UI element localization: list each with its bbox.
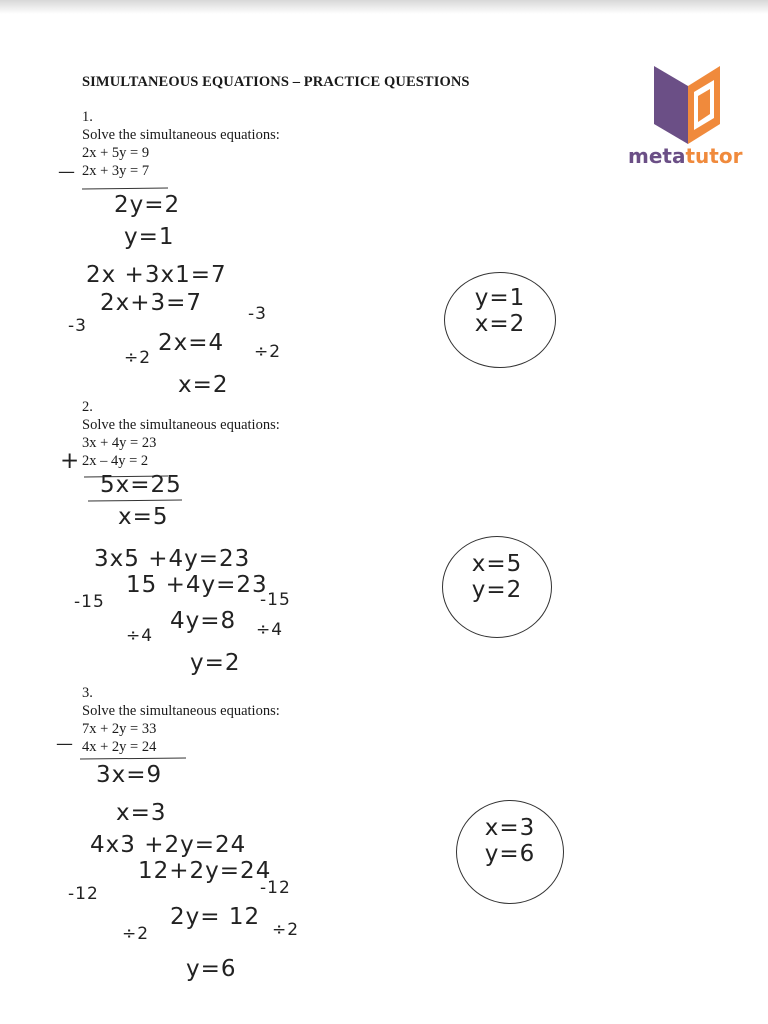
equation-1: 2x + 5y = 9 xyxy=(82,145,150,161)
working-line: x=5 xyxy=(118,504,169,530)
answer-line: y=6 xyxy=(484,841,536,867)
working-note: ÷4 xyxy=(126,626,154,646)
working-line: 15 +4y=23 xyxy=(126,572,268,598)
working-line: 2x=4 xyxy=(158,330,225,356)
question-2 xyxy=(82,398,280,470)
answer-line: x=2 xyxy=(474,311,526,337)
equation-1: 3x + 4y = 23 xyxy=(82,435,157,451)
working-line: x=2 xyxy=(178,372,229,398)
working-line: 3x=9 xyxy=(96,762,163,788)
working-line: 4x3 +2y=24 xyxy=(90,832,247,858)
question-1 xyxy=(82,108,280,180)
equation-2: 2x + 3y = 7 xyxy=(82,163,150,179)
logo-wordmark xyxy=(628,144,748,168)
equation-1: 7x + 2y = 33 xyxy=(82,721,157,737)
operator-mark: + xyxy=(60,448,81,474)
working-line: 2x +3x1=7 xyxy=(86,262,227,288)
working-line: y=2 xyxy=(190,650,241,676)
question-prompt: Solve the simultaneous equations: xyxy=(82,417,280,433)
equation-2: 4x + 2y = 24 xyxy=(82,739,157,755)
equation-2: 2x – 4y = 2 xyxy=(82,453,149,469)
working-note: -12 xyxy=(68,884,99,904)
question-number: 1. xyxy=(82,109,93,125)
working-note: -15 xyxy=(260,590,291,610)
answer-circle xyxy=(456,800,564,904)
working-line: 2x+3=7 xyxy=(100,290,203,316)
answer-circle xyxy=(444,272,556,368)
answer-line: y=2 xyxy=(471,577,523,603)
working-note: -15 xyxy=(74,592,105,612)
question-prompt: Solve the simultaneous equations: xyxy=(82,703,280,719)
working-note: ÷2 xyxy=(254,342,282,362)
logo-word-meta: meta xyxy=(628,144,686,168)
working-note: ÷2 xyxy=(272,920,300,940)
page-title: SIMULTANEOUS EQUATIONS – PRACTICE QUESTIONS xyxy=(82,74,470,90)
working-line: y=6 xyxy=(186,956,237,982)
working-note: ÷2 xyxy=(122,924,150,944)
question-number: 2. xyxy=(82,399,93,415)
metatutor-logo xyxy=(628,62,748,172)
operator-mark: — xyxy=(56,734,74,754)
working-line: y=1 xyxy=(124,224,175,250)
answer-line: x=5 xyxy=(471,551,523,577)
working-line: 2y= 12 xyxy=(170,904,261,930)
working-line: 2y=2 xyxy=(114,192,181,218)
working-note: ÷2 xyxy=(124,348,152,368)
working-line: 5x=25 xyxy=(100,472,182,498)
question-3 xyxy=(82,684,280,756)
operator-mark: — xyxy=(58,162,76,182)
scan-edge xyxy=(0,0,768,14)
underline xyxy=(80,757,186,759)
working-line: 3x5 +4y=23 xyxy=(94,546,251,572)
question-prompt: Solve the simultaneous equations: xyxy=(82,127,280,143)
answer-line: x=3 xyxy=(484,815,536,841)
working-line: x=3 xyxy=(116,800,167,826)
working-note: -12 xyxy=(260,878,291,898)
answer-circle xyxy=(442,536,552,638)
working-line: 4y=8 xyxy=(170,608,237,634)
working-note: ÷4 xyxy=(256,620,284,640)
question-number: 3. xyxy=(82,685,93,701)
answer-line: y=1 xyxy=(474,285,526,311)
underline xyxy=(82,188,168,190)
working-note: -3 xyxy=(248,304,267,324)
logo-mark-icon xyxy=(654,62,720,144)
working-note: -3 xyxy=(68,316,87,336)
working-line: 12+2y=24 xyxy=(138,858,272,884)
underline xyxy=(88,500,182,502)
logo-word-tutor: tutor xyxy=(685,144,743,168)
